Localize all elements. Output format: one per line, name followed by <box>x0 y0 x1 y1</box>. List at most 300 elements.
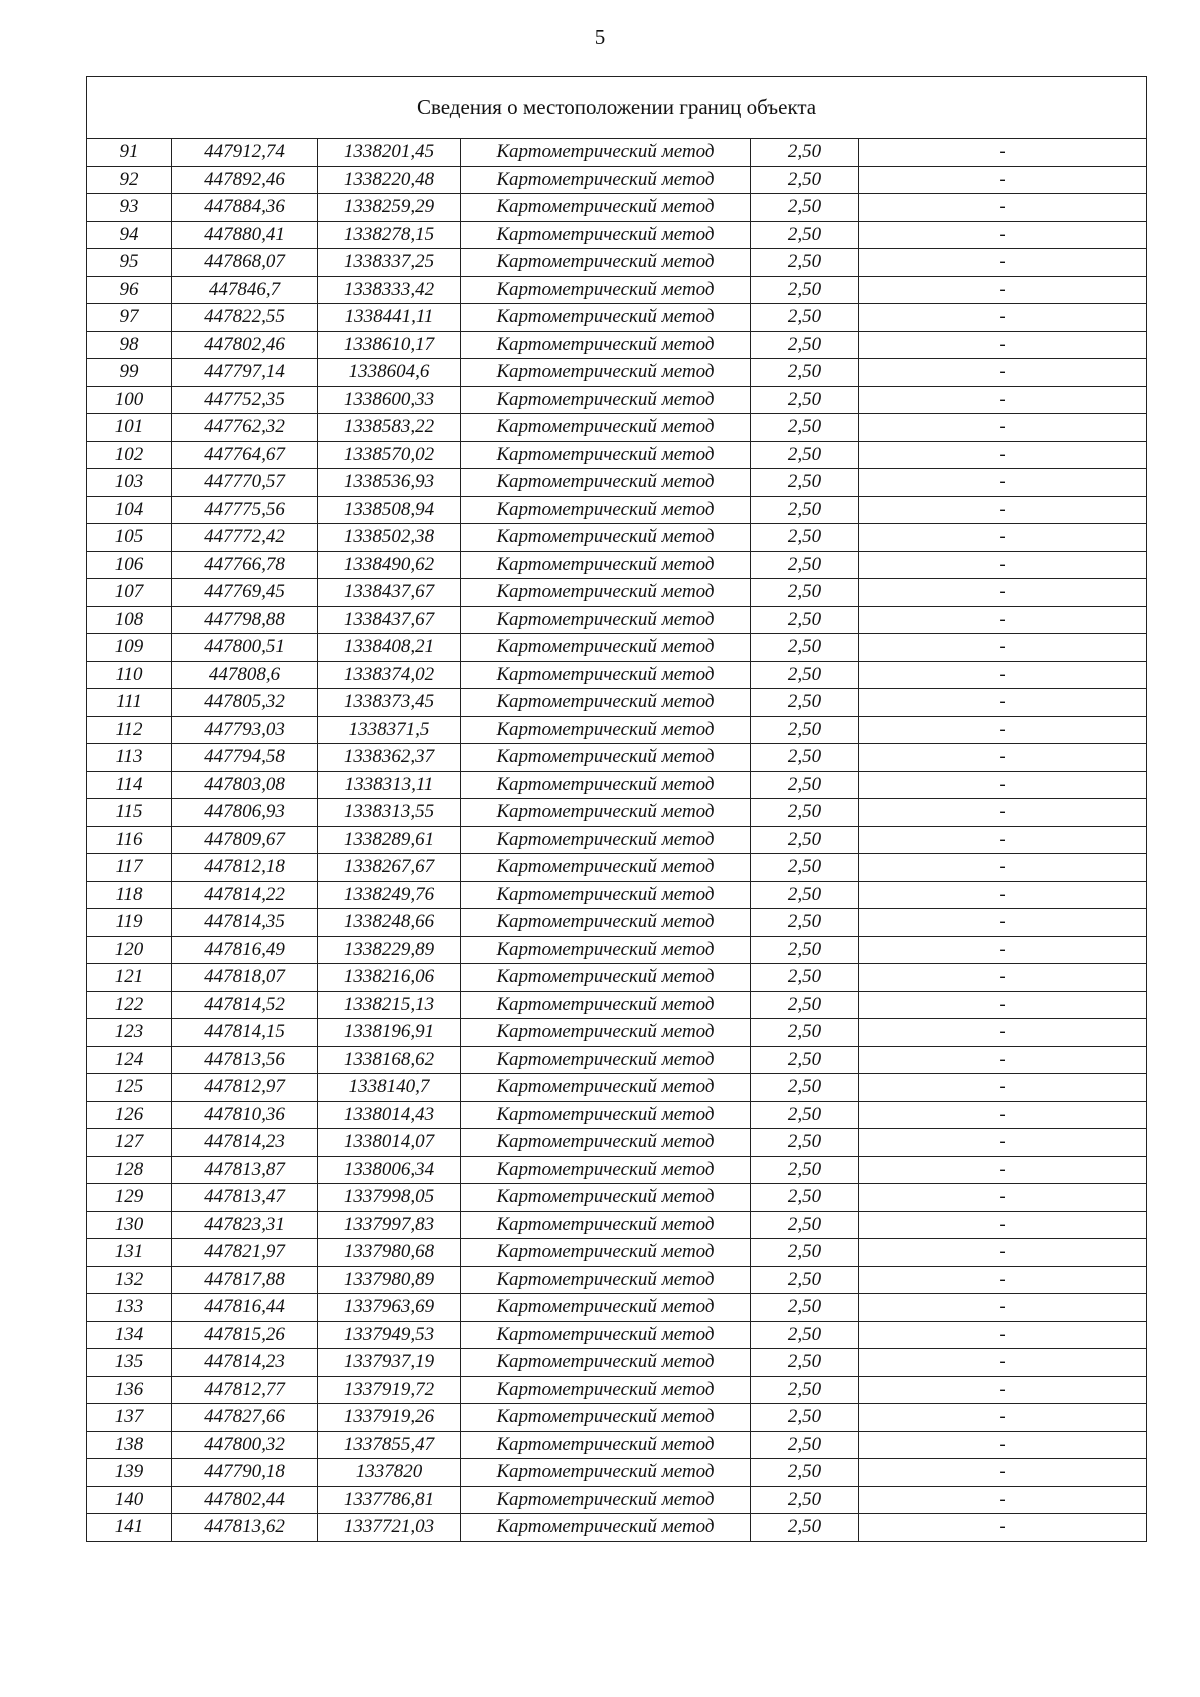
x-coordinate-cell: 447821,97 <box>172 1239 318 1267</box>
y-coordinate-cell: 1338373,45 <box>318 689 461 717</box>
description-cell: - <box>859 689 1147 717</box>
method-cell: Картометрический метод <box>461 964 751 992</box>
description-cell: - <box>859 1074 1147 1102</box>
method-cell: Картометрический метод <box>461 1294 751 1322</box>
description-cell: - <box>859 1184 1147 1212</box>
accuracy-cell: 2,50 <box>751 744 859 772</box>
x-coordinate-cell: 447809,67 <box>172 826 318 854</box>
y-coordinate-cell: 1338289,61 <box>318 826 461 854</box>
accuracy-cell: 2,50 <box>751 1459 859 1487</box>
accuracy-cell: 2,50 <box>751 496 859 524</box>
x-coordinate-cell: 447813,62 <box>172 1514 318 1542</box>
method-cell: Картометрический метод <box>461 826 751 854</box>
accuracy-cell: 2,50 <box>751 634 859 662</box>
description-cell: - <box>859 1211 1147 1239</box>
description-cell: - <box>859 1046 1147 1074</box>
point-number-cell: 127 <box>87 1129 172 1157</box>
y-coordinate-cell: 1338441,11 <box>318 304 461 332</box>
point-number-cell: 130 <box>87 1211 172 1239</box>
method-cell: Картометрический метод <box>461 166 751 194</box>
method-cell: Картометрический метод <box>461 221 751 249</box>
method-cell: Картометрический метод <box>461 1459 751 1487</box>
table-row <box>87 1046 1147 1074</box>
x-coordinate-cell: 447793,03 <box>172 716 318 744</box>
description-cell: - <box>859 881 1147 909</box>
point-number-cell: 126 <box>87 1101 172 1129</box>
method-cell: Картометрический метод <box>461 1404 751 1432</box>
point-number-cell: 117 <box>87 854 172 882</box>
point-number-cell: 121 <box>87 964 172 992</box>
y-coordinate-cell: 1338006,34 <box>318 1156 461 1184</box>
x-coordinate-cell: 447775,56 <box>172 496 318 524</box>
table-row <box>87 1376 1147 1404</box>
table-row <box>87 331 1147 359</box>
method-cell: Картометрический метод <box>461 854 751 882</box>
point-number-cell: 98 <box>87 331 172 359</box>
accuracy-cell: 2,50 <box>751 716 859 744</box>
method-cell: Картометрический метод <box>461 1019 751 1047</box>
description-cell: - <box>859 221 1147 249</box>
x-coordinate-cell: 447818,07 <box>172 964 318 992</box>
point-number-cell: 94 <box>87 221 172 249</box>
y-coordinate-cell: 1338583,22 <box>318 414 461 442</box>
accuracy-cell: 2,50 <box>751 1294 859 1322</box>
x-coordinate-cell: 447769,45 <box>172 579 318 607</box>
method-cell: Картометрический метод <box>461 1101 751 1129</box>
y-coordinate-cell: 1338267,67 <box>318 854 461 882</box>
method-cell: Картометрический метод <box>461 634 751 662</box>
x-coordinate-cell: 447813,47 <box>172 1184 318 1212</box>
table-row <box>87 1211 1147 1239</box>
x-coordinate-cell: 447813,87 <box>172 1156 318 1184</box>
method-cell: Картометрический метод <box>461 909 751 937</box>
table-row <box>87 249 1147 277</box>
y-coordinate-cell: 1337937,19 <box>318 1349 461 1377</box>
table-row <box>87 276 1147 304</box>
y-coordinate-cell: 1338337,25 <box>318 249 461 277</box>
description-cell: - <box>859 1376 1147 1404</box>
y-coordinate-cell: 1337963,69 <box>318 1294 461 1322</box>
description-cell: - <box>859 1101 1147 1129</box>
table-row <box>87 166 1147 194</box>
method-cell: Картометрический метод <box>461 1321 751 1349</box>
method-cell: Картометрический метод <box>461 606 751 634</box>
accuracy-cell: 2,50 <box>751 276 859 304</box>
y-coordinate-cell: 1338140,7 <box>318 1074 461 1102</box>
description-cell: - <box>859 991 1147 1019</box>
table-row <box>87 386 1147 414</box>
y-coordinate-cell: 1338374,02 <box>318 661 461 689</box>
y-coordinate-cell: 1337919,26 <box>318 1404 461 1432</box>
table-row <box>87 1486 1147 1514</box>
y-coordinate-cell: 1337980,89 <box>318 1266 461 1294</box>
y-coordinate-cell: 1338278,15 <box>318 221 461 249</box>
point-number-cell: 138 <box>87 1431 172 1459</box>
method-cell: Картометрический метод <box>461 1046 751 1074</box>
x-coordinate-cell: 447810,36 <box>172 1101 318 1129</box>
x-coordinate-cell: 447800,32 <box>172 1431 318 1459</box>
y-coordinate-cell: 1338014,43 <box>318 1101 461 1129</box>
point-number-cell: 97 <box>87 304 172 332</box>
method-cell: Картометрический метод <box>461 1239 751 1267</box>
point-number-cell: 108 <box>87 606 172 634</box>
table-row <box>87 1349 1147 1377</box>
accuracy-cell: 2,50 <box>751 1074 859 1102</box>
method-cell: Картометрический метод <box>461 1074 751 1102</box>
boundary-coordinates-table <box>86 76 1147 1542</box>
method-cell: Картометрический метод <box>461 331 751 359</box>
method-cell: Картометрический метод <box>461 1349 751 1377</box>
accuracy-cell: 2,50 <box>751 359 859 387</box>
x-coordinate-cell: 447814,23 <box>172 1349 318 1377</box>
accuracy-cell: 2,50 <box>751 1486 859 1514</box>
x-coordinate-cell: 447814,23 <box>172 1129 318 1157</box>
description-cell: - <box>859 139 1147 167</box>
x-coordinate-cell: 447797,14 <box>172 359 318 387</box>
description-cell: - <box>859 1019 1147 1047</box>
accuracy-cell: 2,50 <box>751 1101 859 1129</box>
x-coordinate-cell: 447806,93 <box>172 799 318 827</box>
description-cell: - <box>859 441 1147 469</box>
method-cell: Картометрический метод <box>461 496 751 524</box>
y-coordinate-cell: 1338014,07 <box>318 1129 461 1157</box>
y-coordinate-cell: 1338313,55 <box>318 799 461 827</box>
y-coordinate-cell: 1337820 <box>318 1459 461 1487</box>
description-cell: - <box>859 1294 1147 1322</box>
point-number-cell: 91 <box>87 139 172 167</box>
accuracy-cell: 2,50 <box>751 194 859 222</box>
point-number-cell: 109 <box>87 634 172 662</box>
point-number-cell: 111 <box>87 689 172 717</box>
description-cell: - <box>859 1156 1147 1184</box>
point-number-cell: 125 <box>87 1074 172 1102</box>
table-title: Сведения о местоположении границ объекта <box>87 77 1147 139</box>
y-coordinate-cell: 1338502,38 <box>318 524 461 552</box>
x-coordinate-cell: 447812,97 <box>172 1074 318 1102</box>
table-row <box>87 441 1147 469</box>
accuracy-cell: 2,50 <box>751 139 859 167</box>
accuracy-cell: 2,50 <box>751 771 859 799</box>
table-row <box>87 1266 1147 1294</box>
point-number-cell: 93 <box>87 194 172 222</box>
method-cell: Картометрический метод <box>461 139 751 167</box>
point-number-cell: 133 <box>87 1294 172 1322</box>
table-row <box>87 359 1147 387</box>
y-coordinate-cell: 1338249,76 <box>318 881 461 909</box>
table-row <box>87 661 1147 689</box>
x-coordinate-cell: 447814,35 <box>172 909 318 937</box>
point-number-cell: 101 <box>87 414 172 442</box>
accuracy-cell: 2,50 <box>751 799 859 827</box>
table-row <box>87 716 1147 744</box>
x-coordinate-cell: 447772,42 <box>172 524 318 552</box>
x-coordinate-cell: 447798,88 <box>172 606 318 634</box>
accuracy-cell: 2,50 <box>751 1431 859 1459</box>
description-cell: - <box>859 276 1147 304</box>
accuracy-cell: 2,50 <box>751 551 859 579</box>
y-coordinate-cell: 1338248,66 <box>318 909 461 937</box>
y-coordinate-cell: 1338610,17 <box>318 331 461 359</box>
accuracy-cell: 2,50 <box>751 826 859 854</box>
x-coordinate-cell: 447770,57 <box>172 469 318 497</box>
description-cell: - <box>859 249 1147 277</box>
x-coordinate-cell: 447764,67 <box>172 441 318 469</box>
description-cell: - <box>859 524 1147 552</box>
accuracy-cell: 2,50 <box>751 689 859 717</box>
point-number-cell: 129 <box>87 1184 172 1212</box>
accuracy-cell: 2,50 <box>751 1129 859 1157</box>
x-coordinate-cell: 447816,49 <box>172 936 318 964</box>
description-cell: - <box>859 964 1147 992</box>
accuracy-cell: 2,50 <box>751 1514 859 1542</box>
method-cell: Картометрический метод <box>461 936 751 964</box>
description-cell: - <box>859 1459 1147 1487</box>
point-number-cell: 102 <box>87 441 172 469</box>
method-cell: Картометрический метод <box>461 1431 751 1459</box>
description-cell: - <box>859 194 1147 222</box>
table-row <box>87 826 1147 854</box>
point-number-cell: 120 <box>87 936 172 964</box>
description-cell: - <box>859 1266 1147 1294</box>
description-cell: - <box>859 936 1147 964</box>
method-cell: Картометрический метод <box>461 469 751 497</box>
accuracy-cell: 2,50 <box>751 304 859 332</box>
point-number-cell: 135 <box>87 1349 172 1377</box>
description-cell: - <box>859 579 1147 607</box>
accuracy-cell: 2,50 <box>751 854 859 882</box>
point-number-cell: 136 <box>87 1376 172 1404</box>
point-number-cell: 103 <box>87 469 172 497</box>
description-cell: - <box>859 661 1147 689</box>
method-cell: Картометрический метод <box>461 1156 751 1184</box>
table-row <box>87 1184 1147 1212</box>
description-cell: - <box>859 1321 1147 1349</box>
x-coordinate-cell: 447817,88 <box>172 1266 318 1294</box>
y-coordinate-cell: 1337997,83 <box>318 1211 461 1239</box>
accuracy-cell: 2,50 <box>751 386 859 414</box>
method-cell: Картометрический метод <box>461 991 751 1019</box>
description-cell: - <box>859 414 1147 442</box>
table-row <box>87 304 1147 332</box>
accuracy-cell: 2,50 <box>751 1266 859 1294</box>
table-row <box>87 469 1147 497</box>
accuracy-cell: 2,50 <box>751 881 859 909</box>
description-cell: - <box>859 469 1147 497</box>
description-cell: - <box>859 1129 1147 1157</box>
accuracy-cell: 2,50 <box>751 166 859 194</box>
method-cell: Картометрический метод <box>461 744 751 772</box>
y-coordinate-cell: 1338437,67 <box>318 579 461 607</box>
method-cell: Картометрический метод <box>461 799 751 827</box>
x-coordinate-cell: 447802,44 <box>172 1486 318 1514</box>
table-row <box>87 964 1147 992</box>
method-cell: Картометрический метод <box>461 1376 751 1404</box>
y-coordinate-cell: 1338508,94 <box>318 496 461 524</box>
x-coordinate-cell: 447823,31 <box>172 1211 318 1239</box>
x-coordinate-cell: 447827,66 <box>172 1404 318 1432</box>
method-cell: Картометрический метод <box>461 1514 751 1542</box>
description-cell: - <box>859 304 1147 332</box>
description-cell: - <box>859 1239 1147 1267</box>
point-number-cell: 128 <box>87 1156 172 1184</box>
table-row <box>87 1459 1147 1487</box>
method-cell: Картометрический метод <box>461 689 751 717</box>
table-row <box>87 1514 1147 1542</box>
description-cell: - <box>859 909 1147 937</box>
method-cell: Картометрический метод <box>461 716 751 744</box>
accuracy-cell: 2,50 <box>751 331 859 359</box>
point-number-cell: 92 <box>87 166 172 194</box>
method-cell: Картометрический метод <box>461 1266 751 1294</box>
table-row <box>87 551 1147 579</box>
x-coordinate-cell: 447800,51 <box>172 634 318 662</box>
point-number-cell: 122 <box>87 991 172 1019</box>
table-body <box>87 77 1147 1542</box>
x-coordinate-cell: 447812,77 <box>172 1376 318 1404</box>
table-row <box>87 1404 1147 1432</box>
table-row <box>87 689 1147 717</box>
description-cell: - <box>859 771 1147 799</box>
description-cell: - <box>859 386 1147 414</box>
table-row <box>87 634 1147 662</box>
point-number-cell: 134 <box>87 1321 172 1349</box>
table-row <box>87 771 1147 799</box>
accuracy-cell: 2,50 <box>751 414 859 442</box>
accuracy-cell: 2,50 <box>751 1404 859 1432</box>
method-cell: Картометрический метод <box>461 304 751 332</box>
table-row <box>87 1074 1147 1102</box>
page-number: 5 <box>594 25 606 49</box>
description-cell: - <box>859 166 1147 194</box>
accuracy-cell: 2,50 <box>751 1349 859 1377</box>
x-coordinate-cell: 447846,7 <box>172 276 318 304</box>
x-coordinate-cell: 447814,15 <box>172 1019 318 1047</box>
point-number-cell: 131 <box>87 1239 172 1267</box>
y-coordinate-cell: 1337855,47 <box>318 1431 461 1459</box>
description-cell: - <box>859 359 1147 387</box>
y-coordinate-cell: 1338570,02 <box>318 441 461 469</box>
accuracy-cell: 2,50 <box>751 441 859 469</box>
y-coordinate-cell: 1338220,48 <box>318 166 461 194</box>
point-number-cell: 96 <box>87 276 172 304</box>
description-cell: - <box>859 799 1147 827</box>
y-coordinate-cell: 1338215,13 <box>318 991 461 1019</box>
point-number-cell: 141 <box>87 1514 172 1542</box>
point-number-cell: 137 <box>87 1404 172 1432</box>
description-cell: - <box>859 1349 1147 1377</box>
table-row <box>87 744 1147 772</box>
x-coordinate-cell: 447790,18 <box>172 1459 318 1487</box>
table-row <box>87 1294 1147 1322</box>
y-coordinate-cell: 1337998,05 <box>318 1184 461 1212</box>
description-cell: - <box>859 854 1147 882</box>
point-number-cell: 139 <box>87 1459 172 1487</box>
table-row <box>87 606 1147 634</box>
x-coordinate-cell: 447892,46 <box>172 166 318 194</box>
table-title-row <box>87 77 1147 139</box>
point-number-cell: 112 <box>87 716 172 744</box>
method-cell: Картометрический метод <box>461 276 751 304</box>
accuracy-cell: 2,50 <box>751 661 859 689</box>
y-coordinate-cell: 1338201,45 <box>318 139 461 167</box>
y-coordinate-cell: 1337721,03 <box>318 1514 461 1542</box>
method-cell: Картометрический метод <box>461 524 751 552</box>
method-cell: Картометрический метод <box>461 1486 751 1514</box>
method-cell: Картометрический метод <box>461 249 751 277</box>
point-number-cell: 119 <box>87 909 172 937</box>
accuracy-cell: 2,50 <box>751 524 859 552</box>
point-number-cell: 114 <box>87 771 172 799</box>
method-cell: Картометрический метод <box>461 1129 751 1157</box>
accuracy-cell: 2,50 <box>751 1321 859 1349</box>
accuracy-cell: 2,50 <box>751 1376 859 1404</box>
table-row <box>87 496 1147 524</box>
point-number-cell: 106 <box>87 551 172 579</box>
table-row <box>87 1129 1147 1157</box>
point-number-cell: 105 <box>87 524 172 552</box>
method-cell: Картометрический метод <box>461 414 751 442</box>
y-coordinate-cell: 1338437,67 <box>318 606 461 634</box>
table-row <box>87 854 1147 882</box>
y-coordinate-cell: 1338259,29 <box>318 194 461 222</box>
y-coordinate-cell: 1338196,91 <box>318 1019 461 1047</box>
description-cell: - <box>859 1514 1147 1542</box>
x-coordinate-cell: 447766,78 <box>172 551 318 579</box>
y-coordinate-cell: 1338168,62 <box>318 1046 461 1074</box>
accuracy-cell: 2,50 <box>751 579 859 607</box>
description-cell: - <box>859 826 1147 854</box>
description-cell: - <box>859 1404 1147 1432</box>
table-row <box>87 414 1147 442</box>
accuracy-cell: 2,50 <box>751 1184 859 1212</box>
point-number-cell: 99 <box>87 359 172 387</box>
table-row <box>87 936 1147 964</box>
table-row <box>87 881 1147 909</box>
point-number-cell: 123 <box>87 1019 172 1047</box>
x-coordinate-cell: 447814,52 <box>172 991 318 1019</box>
point-number-cell: 132 <box>87 1266 172 1294</box>
table-row <box>87 139 1147 167</box>
y-coordinate-cell: 1338536,93 <box>318 469 461 497</box>
x-coordinate-cell: 447813,56 <box>172 1046 318 1074</box>
table-row <box>87 579 1147 607</box>
x-coordinate-cell: 447815,26 <box>172 1321 318 1349</box>
accuracy-cell: 2,50 <box>751 1239 859 1267</box>
x-coordinate-cell: 447803,08 <box>172 771 318 799</box>
x-coordinate-cell: 447812,18 <box>172 854 318 882</box>
point-number-cell: 95 <box>87 249 172 277</box>
x-coordinate-cell: 447814,22 <box>172 881 318 909</box>
y-coordinate-cell: 1338216,06 <box>318 964 461 992</box>
method-cell: Картометрический метод <box>461 441 751 469</box>
y-coordinate-cell: 1337949,53 <box>318 1321 461 1349</box>
method-cell: Картометрический метод <box>461 1184 751 1212</box>
y-coordinate-cell: 1338313,11 <box>318 771 461 799</box>
point-number-cell: 118 <box>87 881 172 909</box>
y-coordinate-cell: 1338333,42 <box>318 276 461 304</box>
accuracy-cell: 2,50 <box>751 1211 859 1239</box>
x-coordinate-cell: 447816,44 <box>172 1294 318 1322</box>
y-coordinate-cell: 1338604,6 <box>318 359 461 387</box>
y-coordinate-cell: 1338408,21 <box>318 634 461 662</box>
y-coordinate-cell: 1337919,72 <box>318 1376 461 1404</box>
table-row <box>87 194 1147 222</box>
point-number-cell: 100 <box>87 386 172 414</box>
accuracy-cell: 2,50 <box>751 1156 859 1184</box>
method-cell: Картометрический метод <box>461 661 751 689</box>
description-cell: - <box>859 331 1147 359</box>
y-coordinate-cell: 1338490,62 <box>318 551 461 579</box>
